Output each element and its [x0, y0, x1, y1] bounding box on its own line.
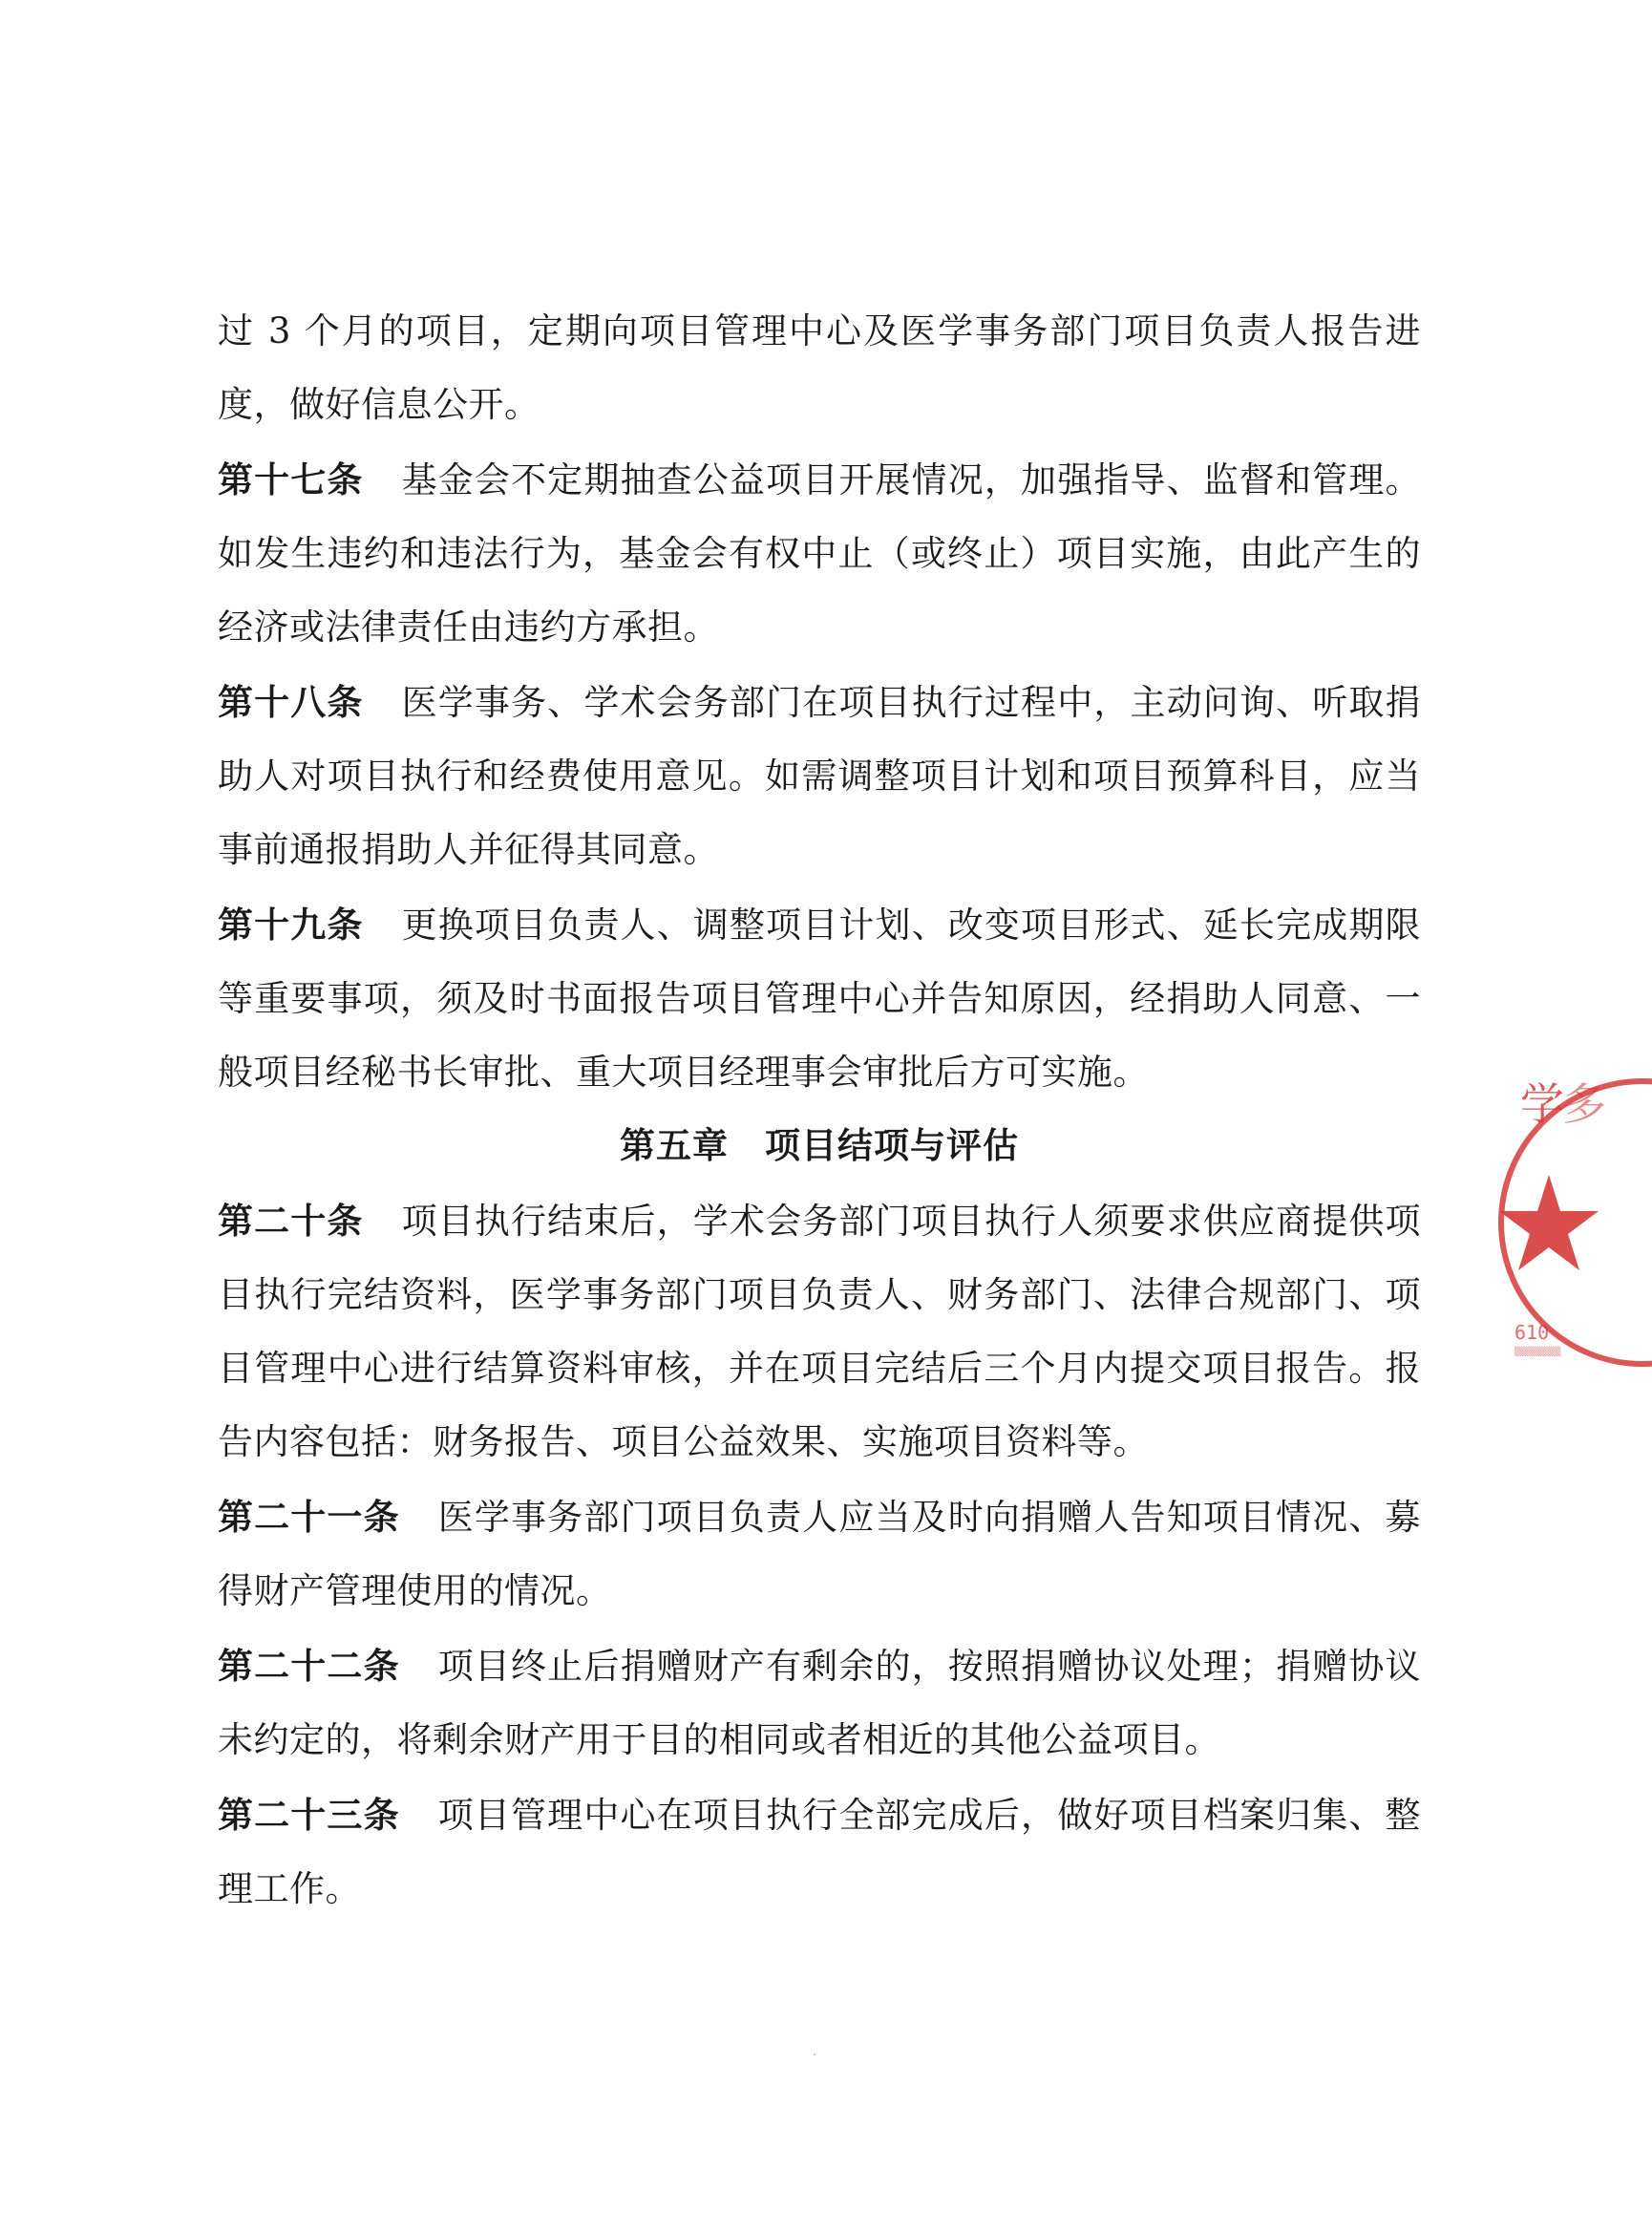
article-text: 项目管理中心在项目执行全部完成后，做好项目档案归集、整理工作。 — [218, 1795, 1422, 1909]
document-body — [218, 294, 1421, 1926]
scan-speck — [814, 2054, 815, 2055]
article-number: 第二十三条 — [218, 1795, 400, 1836]
article-number: 第二十二条 — [218, 1646, 400, 1687]
article-number: 第十七条 — [218, 459, 364, 500]
seal-code: 610 — [1514, 1321, 1550, 1344]
article-text: 更换项目负责人、调整项目计划、改变项目形式、延长完成期限等重要事项，须及时书面报告项目管理中心并告知原因，经捐助人同意、一般项目经秘书长审批、重大项目经理事会审批后方可实施。 — [218, 905, 1422, 1093]
official-seal-fragment — [1499, 1060, 1606, 1385]
seal-icon — [1499, 1060, 1652, 1385]
article-22 — [218, 1629, 1421, 1777]
article-number: 第二十条 — [218, 1201, 364, 1242]
article-20 — [218, 1184, 1421, 1479]
article-text: 项目执行结束后，学术会务部门项目执行人须要求供应商提供项目执行完结资料，医学事务部门项目负责人、财务部门、法律合规部门、项目管理中心进行结算资料审核，并在项目完结后三个月内提交项目报告。报告内容包括：财务报告、项目公益效果、实施项目资料等。 — [218, 1201, 1422, 1462]
article-text: 医学事务部门项目负责人应当及时向捐赠人告知项目情况、募得财产管理使用的情况。 — [218, 1497, 1422, 1611]
seal-text: 学 — [1520, 1078, 1564, 1130]
article-23 — [218, 1778, 1421, 1926]
article-18 — [218, 666, 1421, 886]
svg-text:▒▒▒▒▒▒▒: ▒▒▒▒▒▒▒ — [1514, 1348, 1561, 1357]
article-number: 第十九条 — [218, 905, 364, 946]
article-19 — [218, 888, 1421, 1109]
article-21 — [218, 1480, 1421, 1628]
article-text: 基金会不定期抽查公益项目开展情况，加强指导、监督和管理。如发生违约和违法行为，基金会有权中止（或终止）项目实施，由此产生的经济或法律责任由违约方承担。 — [218, 459, 1422, 648]
article-text: 项目终止后捐赠财产有剩余的，按照捐赠协议处理；捐赠协议未约定的，将剩余财产用于目的相同或者相近的其他公益项目。 — [218, 1646, 1422, 1760]
article-17 — [218, 443, 1421, 664]
article-text: 医学事务、学术会务部门在项目执行过程中，主动问询、听取捐助人对项目执行和经费使用意见。如需调整项目计划和项目预算科目，应当事前通报捐助人并征得其同意。 — [218, 682, 1422, 870]
svg-text:多: 多 — [1562, 1078, 1606, 1130]
seal-star-icon — [1499, 1175, 1599, 1270]
chapter-title: 项目结项与评估 — [765, 1125, 1019, 1166]
continuation-paragraph: 过 3 个月的项目，定期向项目管理中心及医学事务部门项目负责人报告进度，做好信息公开。 — [218, 310, 1421, 425]
article-number: 第十八条 — [218, 682, 364, 723]
chapter-heading — [218, 1109, 1421, 1182]
article-number: 第二十一条 — [218, 1497, 400, 1538]
chapter-number: 第五章 — [620, 1125, 729, 1166]
